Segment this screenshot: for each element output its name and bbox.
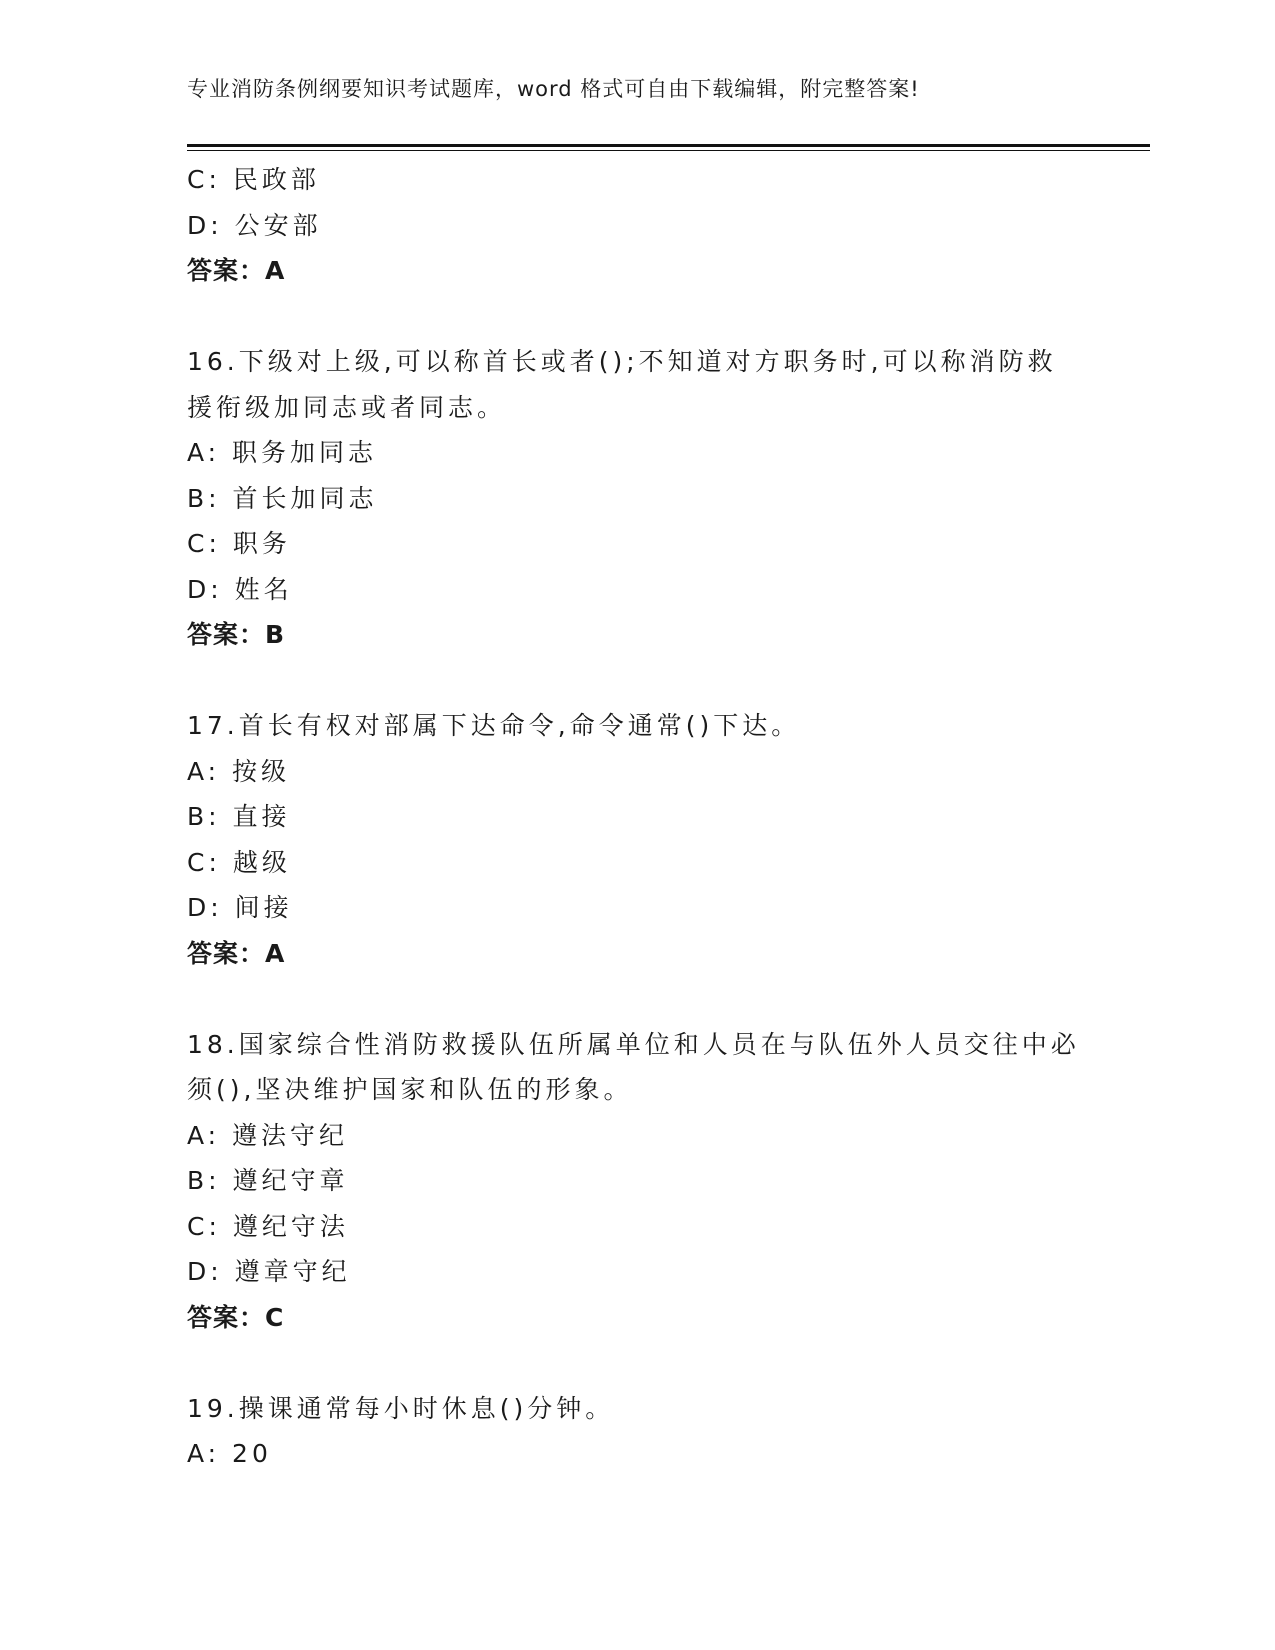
option-item: D: 间接 <box>187 893 293 922</box>
question-text: 19.操课通常每小时休息()分钟。 <box>187 1393 615 1423</box>
option-item: D: 遵章守纪 <box>187 1257 351 1286</box>
option-item: B: 首长加同志 <box>187 483 378 513</box>
option-item: A: 20 <box>187 1439 272 1468</box>
header-rule-thick <box>187 144 1150 147</box>
question-block <box>187 703 1087 976</box>
question-text: 援衔级加同志或者同志。 <box>187 392 507 422</box>
option-item: C: 越级 <box>187 847 291 877</box>
question-block <box>187 339 1087 658</box>
question-block <box>187 1022 1087 1341</box>
spacer <box>187 976 1087 1022</box>
spacer <box>187 1340 1087 1386</box>
option-item: C: 职务 <box>187 529 291 558</box>
question-text: 16.下级对上级,可以称首长或者();不知道对方职务时,可以称消防救 <box>187 347 1057 376</box>
option-item: D: 公安部 <box>187 210 322 240</box>
question-text: 18.国家综合性消防救援队伍所属单位和人员在与队伍外人员交往中必 <box>187 1029 1080 1059</box>
option-item: A: 遵法守纪 <box>187 1120 349 1150</box>
spacer <box>187 658 1087 704</box>
answer-line: 答案：B <box>187 620 286 649</box>
page-header: 专业消防条例纲要知识考试题库，word 格式可自由下载编辑，附完整答案! <box>187 77 920 101</box>
option-item: B: 遵纪守章 <box>187 1166 349 1195</box>
question-text: 17.首长有权对部属下达命令,命令通常()下达。 <box>187 711 801 740</box>
question-list <box>187 157 1087 1477</box>
answer-line: 答案：C <box>187 1302 285 1332</box>
question-text: 须(),坚决维护国家和队伍的形象。 <box>187 1075 633 1104</box>
question-block <box>187 1386 1087 1477</box>
option-item: A: 职务加同志 <box>187 438 378 467</box>
option-item: D: 姓名 <box>187 574 293 604</box>
answer-line: 答案：A <box>187 938 286 968</box>
option-item: B: 直接 <box>187 802 291 831</box>
option-item: A: 按级 <box>187 756 291 786</box>
spacer <box>187 294 1087 340</box>
header-rule-thin <box>187 150 1150 151</box>
option-item: C: 民政部 <box>187 165 320 194</box>
option-item: C: 遵纪守法 <box>187 1211 349 1241</box>
answer-line: 答案：A <box>187 256 286 285</box>
question-block-continued <box>187 157 1087 294</box>
